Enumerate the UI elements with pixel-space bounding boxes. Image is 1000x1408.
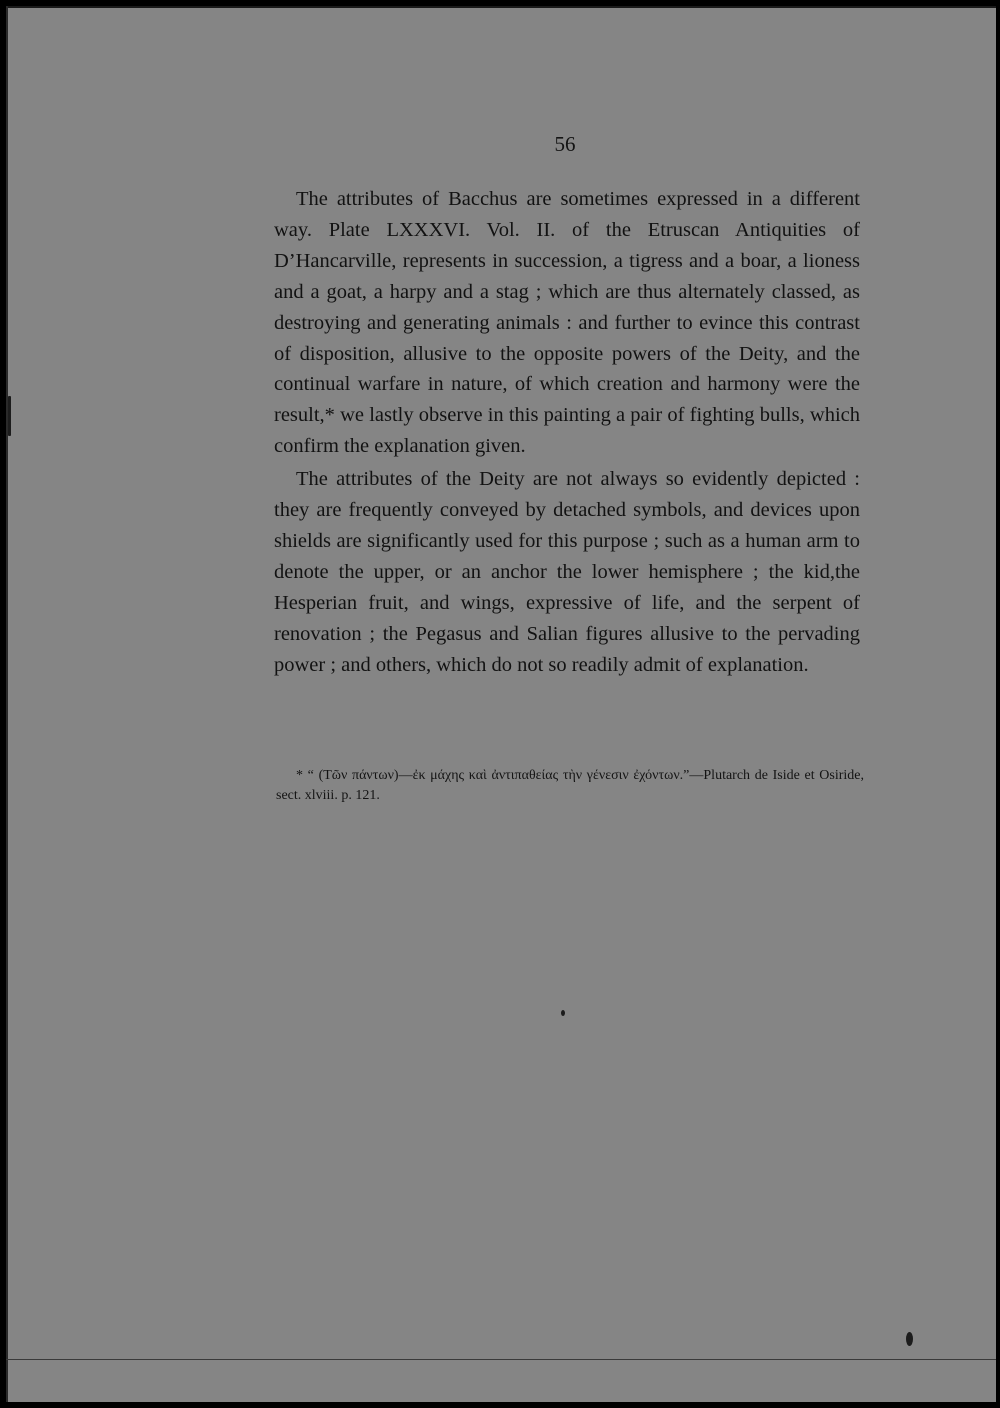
footnote: * “ (Τῶν πάντων)—ἐκ μάχης καὶ ἀντιπαθείας τὴν γένεσιν ἐχόντων.”—Plutarch de Iside et Osiride, sect. xlviii. p. 121.: [276, 768, 864, 803]
page-bottom-edge: [6, 1359, 996, 1360]
ink-speck: [8, 396, 11, 436]
page-number: 56: [554, 132, 576, 156]
body-text: [274, 184, 860, 681]
page-left-edge: [6, 6, 8, 1402]
paragraph-1: The attributes of Bacchus are sometimes expressed in a different way. Plate LXXXVI. Vol. II. of the Etruscan Antiquities of D’Hancarville, represents in succession, a tigress and a boar, a lioness and a goat, a harpy and a stag ; which are thus alternately classed, as destroying and generating animals : and further to evince this contrast of disposition, allusive to the opposite powers of the Deity, and the continual warfare in nature, of which creation and harmony were the result,* we lastly observe in this painting a pair of fighting bulls, which confirm the explanation given.: [274, 188, 860, 458]
paragraph-2: The attributes of the Deity are not always so evidently depicted : they are frequently conveyed by detached symbols, and devices upon shields are significantly used for this purpose ; such as a human arm to denote the upper, or an anchor the lower hemisphere ; the kid,the Hesperian fruit, and wings, expressive of life, and the serpent of renovation ; the Pegasus and Salian figures allusive to the pervading power ; and others, which do not so readily admit of explanation.: [274, 468, 860, 676]
ink-speck: [906, 1332, 913, 1346]
page-top-edge: [6, 6, 996, 8]
scanned-page: [6, 6, 996, 1402]
ink-speck: [561, 1010, 565, 1016]
